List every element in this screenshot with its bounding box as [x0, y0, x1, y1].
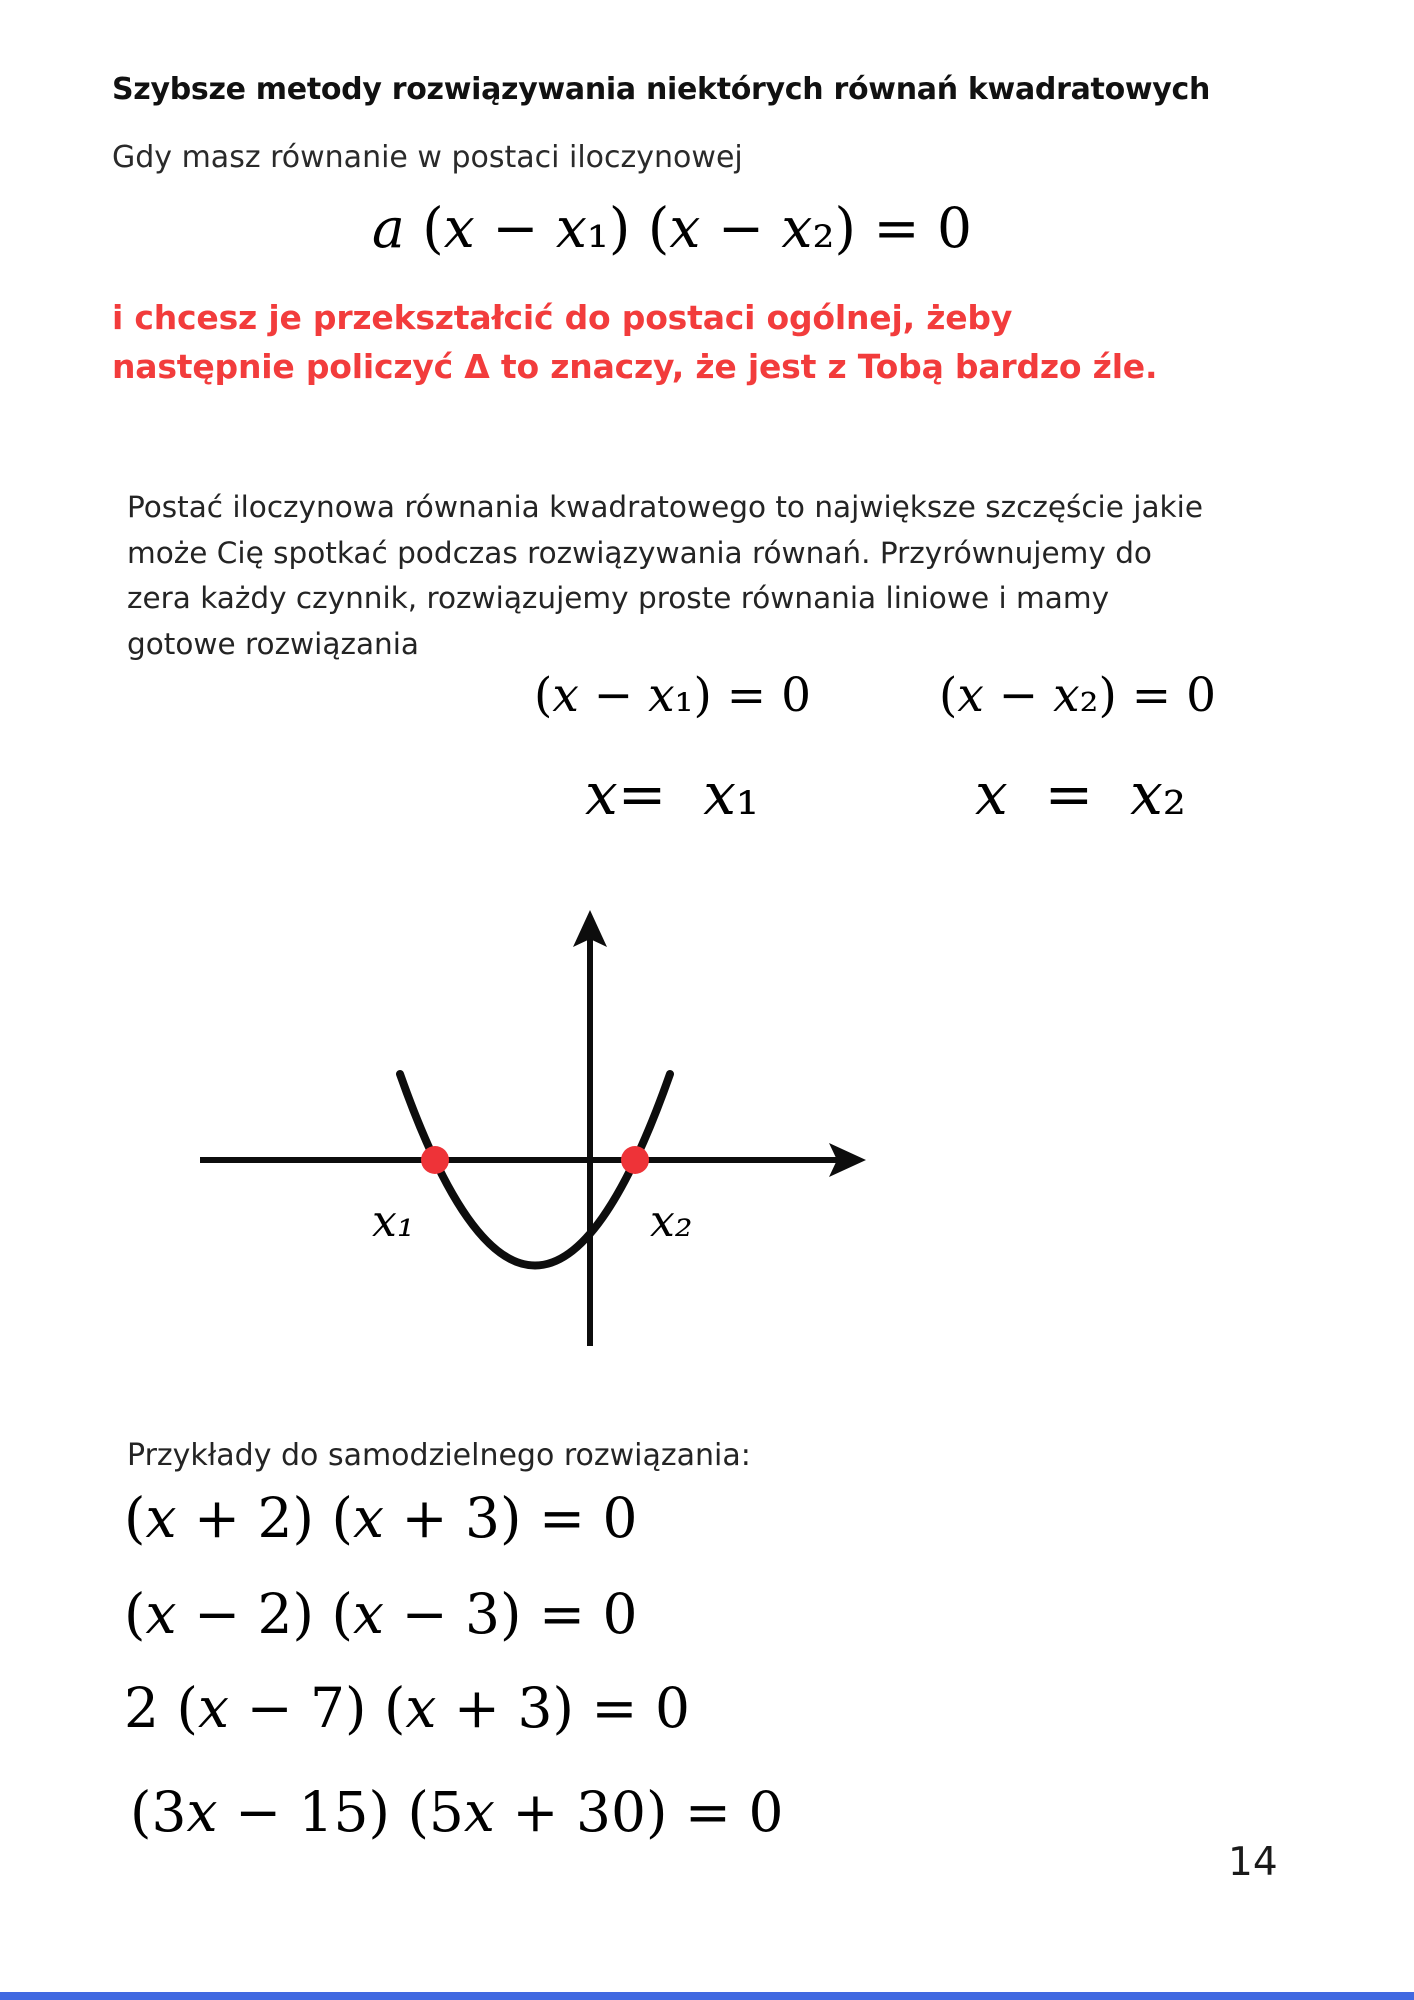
intro-text: Gdy masz równanie w postaci iloczynowej: [112, 140, 743, 175]
solution-equation-1: x= x₁: [585, 760, 760, 828]
examples-heading: Przykłady do samodzielnego rozwiązania:: [127, 1438, 751, 1473]
warning-line-1: i chcesz je przekształcić do postaci ogólnej, żeby: [112, 298, 1013, 337]
warning-line-2: następnie policzyć Δ to znaczy, że jest z Tobą bardzo źle.: [112, 347, 1158, 386]
parabola-graph: [150, 888, 870, 1358]
warning-text: [112, 293, 1157, 391]
factor-equation-1: (x − x₁) = 0: [534, 668, 811, 723]
factor-equation-2: (x − x₂) = 0: [939, 668, 1216, 723]
root-label-x2: x₂: [650, 1196, 693, 1247]
root-label-x1: x₁: [372, 1196, 415, 1247]
solution-equation-2: x = x₂: [975, 760, 1187, 828]
root-dot-x1: [421, 1146, 449, 1174]
example-equation-4: (3x − 15) (5x + 30) = 0: [130, 1780, 784, 1844]
example-equation-3: 2 (x − 7) (x + 3) = 0: [124, 1676, 690, 1740]
product-form-formula: a (x − x₁) (x − x₂) = 0: [372, 196, 973, 260]
explanation-paragraph: [127, 485, 1203, 667]
example-equation-2: (x − 2) (x − 3) = 0: [124, 1582, 638, 1646]
explanation-line-4: gotowe rozwiązania: [127, 626, 419, 661]
explanation-line-3: zera każdy czynnik, rozwiązujemy proste równania liniowe i mamy: [127, 581, 1110, 615]
page-title: Szybsze metody rozwiązywania niektórych równań kwadratowych: [112, 72, 1211, 107]
footer-accent-bar: [0, 1992, 1414, 2000]
example-equation-1: (x + 2) (x + 3) = 0: [124, 1486, 638, 1550]
root-dot-x2: [621, 1146, 649, 1174]
page-number: 14: [1228, 1840, 1278, 1885]
explanation-line-1: Postać iloczynowa równania kwadratowego to największe szczęście jakie: [127, 490, 1203, 524]
explanation-line-2: może Cię spotkać podczas rozwiązywania równań. Przyrównujemy do: [127, 535, 1152, 570]
